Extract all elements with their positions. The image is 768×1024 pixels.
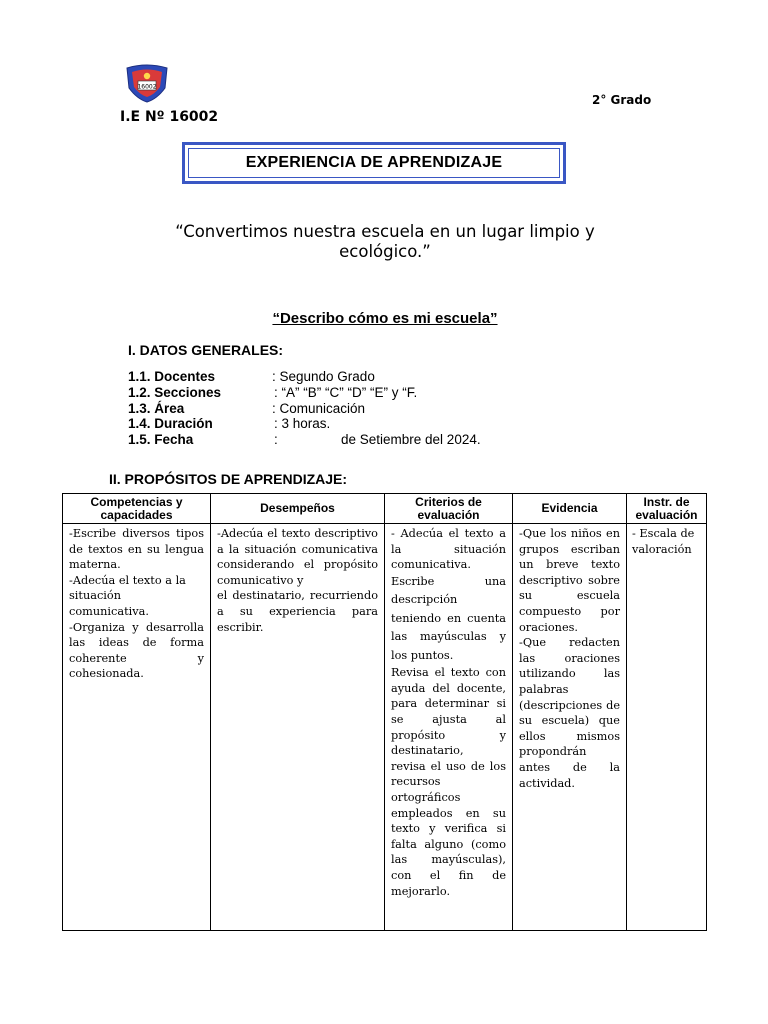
cell-paragraph: Escribe una descripción teniendo en cuenta las mayúsculas y los puntos. — [391, 574, 506, 662]
table-header-row — [63, 494, 707, 524]
logo-text: 16002 — [137, 83, 157, 91]
data-value: : — [274, 432, 278, 448]
data-label: 1.3. Área — [128, 400, 185, 416]
column-header: Instr. de evaluación — [627, 494, 707, 524]
data-label: 1.5. Fecha — [128, 432, 194, 448]
cell-paragraph: -Escribe diversos tipos de textos en su lengua materna. — [69, 527, 204, 572]
cell-paragraph: el destinatario, recurriendo a su experiencia para escribir. — [217, 589, 378, 634]
data-label: 1.2. Secciones — [128, 384, 222, 400]
learning-purposes-table — [62, 493, 707, 931]
cell-paragraph: -Adecúa el texto descriptivo a la situación comunicativa considerando el propósito comunicativo y — [217, 527, 378, 587]
cell-paragraph: -Organiza y desarrolla las ideas de forma coherente y cohesionada. — [69, 620, 204, 681]
column-header: Evidencia — [513, 494, 627, 524]
cell-paragraph: Revisa el texto con ayuda del docente, para determinar si se ajusta al propósito y destinatario, — [391, 666, 506, 758]
competencias-cell — [63, 524, 211, 931]
experience-quote: “Convertimos nuestra escuela en un lugar limpio y ecológico.” — [175, 222, 595, 261]
section-purposes-heading: II. PROPÓSITOS DE APRENDIZAJE: — [109, 471, 348, 487]
data-value: : 3 horas. — [274, 416, 331, 432]
school-name: I.E Nº 16002 — [120, 109, 219, 125]
grade-label: 2° Grado — [592, 93, 652, 107]
school-logo — [124, 64, 170, 104]
data-value: : “A” “B” “C” “D” “E” y “F. — [274, 384, 418, 400]
document-title-box — [182, 142, 566, 184]
session-title: “Describo cómo es mi escuela” — [272, 310, 498, 327]
data-value: : Comunicación — [272, 400, 366, 416]
cell-paragraph: -Adecúa el texto a la situación comunicativa. — [69, 573, 186, 618]
cell-paragraph: -Que los niños en grupos escriban un breve texto descriptivo sobre su escuela compuesto por oraciones. — [519, 527, 620, 634]
section-general-data-heading: I. DATOS GENERALES: — [128, 342, 284, 358]
cell-paragraph: - Escala de valoración — [632, 527, 695, 556]
data-value: : Segundo Grado — [272, 369, 375, 384]
criterios-cell — [385, 524, 513, 931]
cell-paragraph: - Adecúa el texto a la situación comunicativa. — [391, 527, 506, 572]
instrumento-cell — [627, 524, 707, 931]
column-header: Criterios de evaluación — [385, 494, 513, 524]
desempenos-cell — [211, 524, 385, 931]
cell-paragraph: revisa el uso de los recursos ortográficos empleados en su texto y verifica si falta alguno (como las mayúsculas), con el fin de mejorarlo. — [391, 759, 506, 898]
data-label: 1.4. Duración — [128, 416, 213, 432]
data-value-date: de Setiembre del 2024. — [341, 432, 481, 448]
column-header: Competencias y capacidades — [63, 494, 211, 524]
evidencia-cell — [513, 524, 627, 931]
data-label: 1.1. Docentes — [128, 369, 216, 384]
column-header: Desempeños — [211, 494, 385, 524]
document-title: EXPERIENCIA DE APRENDIZAJE — [245, 154, 503, 171]
table-row — [63, 524, 707, 931]
cell-paragraph: -Que redacten las oraciones utilizando las palabras (descripciones de su escuela) que ellos mismos propondrán antes de la actividad. — [519, 636, 620, 790]
